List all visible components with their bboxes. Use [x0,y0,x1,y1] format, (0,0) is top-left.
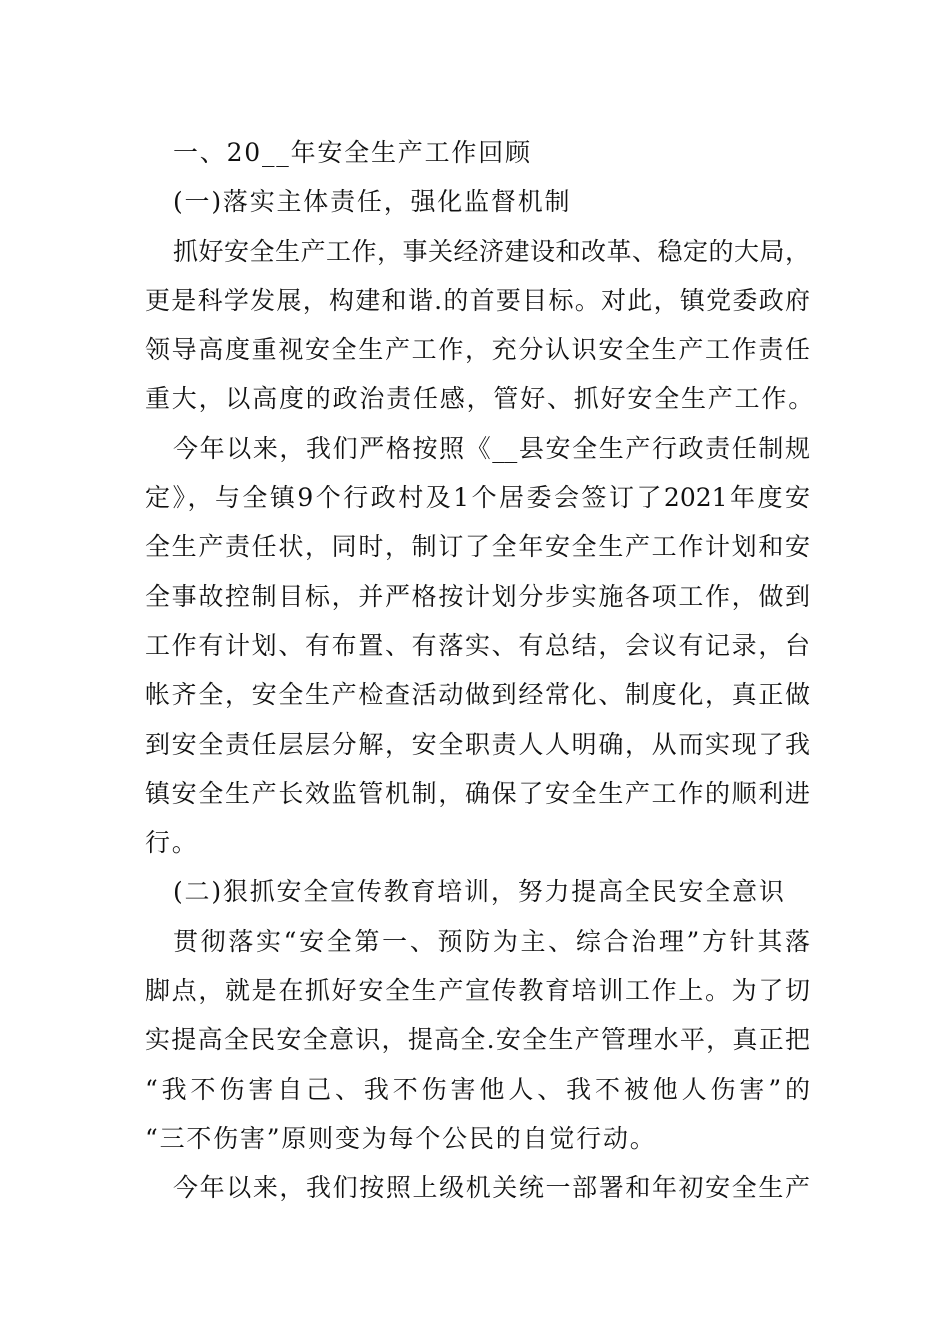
paragraph-line: “我不伤害自己、我不伤害他人、我不被他人伤害”的 [145,1074,810,1104]
paragraph-line: 全事故控制目标，并严格按计划分步实施各项工作，做到 [145,581,810,611]
paragraph-line: 镇安全生产长效监管机制，确保了安全生产工作的顺利进 [145,778,810,808]
paragraph-line: 实提高全民安全意识，提高全.安全生产管理水平，真正把 [145,1025,810,1055]
paragraph-line: 到安全责任层层分解，安全职责人人明确，从而实现了我 [145,729,810,759]
paragraph-line: 今年以来，我们按照上级机关统一部署和年初安全生产 [173,1173,810,1203]
subsection-heading: (一)落实主体责任，强化监督机制 [173,187,572,217]
paragraph-line: “三不伤害”原则变为每个公民的自觉行动。 [145,1123,657,1153]
paragraph-line: 帐齐全，安全生产检查活动做到经常化、制度化，真正做 [145,680,810,710]
subsection-heading: (二)狠抓安全宣传教育培训，努力提高全民安全意识 [173,877,786,907]
paragraph-line: 今年以来，我们严格按照《__县安全生产行政责任制规 [173,433,810,463]
paragraph-line: 工作有计划、有布置、有落实、有总结，会议有记录，台 [145,630,810,660]
paragraph-line: 行。 [145,828,199,858]
section-heading: 一、20__年安全生产工作回顾 [173,138,532,167]
paragraph-line: 抓好安全生产工作，事关经济建设和改革、稳定的大局， [173,236,810,266]
paragraph-line: 脚点，就是在抓好安全生产宣传教育培训工作上。为了切 [145,976,810,1006]
paragraph-line: 更是科学发展，构建和谐.的首要目标。对此，镇党委政府 [145,285,810,315]
paragraph-line: 重大，以高度的政治责任感，管好、抓好安全生产工作。 [145,384,816,414]
paragraph-line: 贯彻落实“安全第一、预防为主、综合治理”方针其落 [173,926,810,956]
paragraph-line: 定》，与全镇9个行政村及1个居委会签订了2021年度安 [145,483,810,513]
paragraph-line: 全生产责任状，同时，制订了全年安全生产工作计划和安 [145,532,810,562]
document-body [145,128,816,1213]
paragraph-line: 领导高度重视安全生产工作，充分认识安全生产工作责任 [145,335,810,365]
